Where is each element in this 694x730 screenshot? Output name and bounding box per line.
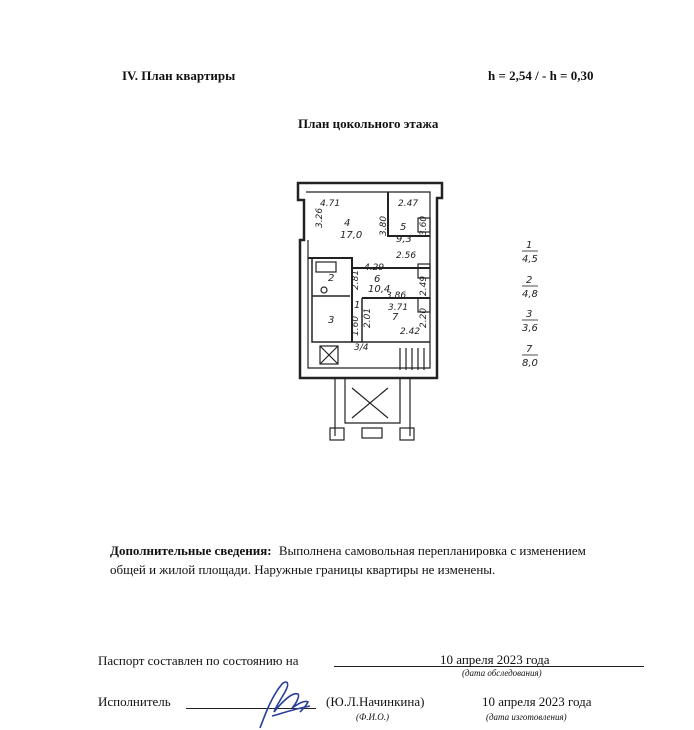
legend-3-area: 3,6 [522, 323, 538, 334]
room-6-number: 6 [374, 274, 381, 285]
made-date-caption: (дата изготовления) [486, 712, 567, 722]
executor-name: (Ю.Л.Начинкина) [326, 694, 425, 709]
dim-380: 3.80 [379, 215, 389, 236]
dim-326: 3.26 [315, 207, 325, 228]
room-5-number: 5 [400, 222, 407, 233]
legend [520, 238, 560, 383]
section-title: IV. План квартиры [122, 68, 236, 83]
room-3-number: 3 [328, 315, 335, 326]
dim-160: 1.60 [351, 315, 361, 336]
legend-3-num: 3 [526, 309, 533, 320]
room-6-area: 10,4 [368, 284, 391, 295]
dim-201: 2.01 [363, 307, 373, 328]
legend-fractions [520, 238, 560, 378]
dim-34: 3/4 [354, 343, 369, 353]
additional-info [110, 541, 670, 560]
dim-371: 3.71 [388, 303, 409, 313]
dim-220: 2.20 [419, 307, 429, 328]
signature-image [252, 672, 316, 730]
dim-429: 4.29 [364, 263, 385, 273]
legend-1-area: 4,5 [522, 254, 538, 265]
made-date: 10 апреля 2023 года [482, 694, 592, 709]
dim-471: 4.71 [320, 199, 341, 209]
legend-1-num: 1 [526, 240, 533, 251]
passport-label: Паспорт составлен по состоянию на [98, 653, 299, 668]
legend-2-area: 4,8 [522, 289, 538, 300]
room-1-number: 1 [354, 300, 361, 311]
survey-date: 10 апреля 2023 года [440, 652, 550, 667]
room-5-area: 9,3 [396, 234, 412, 245]
survey-date-caption: (дата обследования) [462, 668, 542, 678]
plan-title: План цокольного этажа [298, 116, 439, 131]
dim-242: 2.42 [400, 327, 421, 337]
survey-date-line [334, 666, 644, 667]
room-7-number: 7 [392, 312, 399, 323]
dim-247: 2.47 [398, 199, 419, 209]
additional-label: Дополнительные сведения: [110, 543, 272, 558]
additional-text-line1: Выполнена самовольная перепланировка с изменением [278, 543, 586, 558]
executor-label: Исполнитель [98, 694, 171, 709]
room-2-number: 2 [328, 273, 335, 284]
dim-360: 3.60 [419, 215, 429, 236]
room-4-number: 4 [344, 218, 351, 229]
name-caption: (Ф.И.О.) [356, 712, 389, 722]
room-4-area: 17,0 [340, 230, 363, 241]
dim-256: 2.56 [396, 251, 417, 261]
legend-7-area: 8,0 [522, 358, 538, 369]
dim-386: 3.86 [386, 291, 407, 301]
ceiling-heights: h = 2,54 / - h = 0,30 [488, 68, 594, 83]
dim-281: 2.81 [351, 269, 361, 290]
dim-249: 2.49 [419, 275, 429, 296]
legend-2-num: 2 [526, 275, 533, 286]
additional-text-line2: общей и жилой площади. Наружные границы квартиры не изменены. [110, 562, 496, 577]
legend-7-num: 7 [526, 344, 533, 355]
